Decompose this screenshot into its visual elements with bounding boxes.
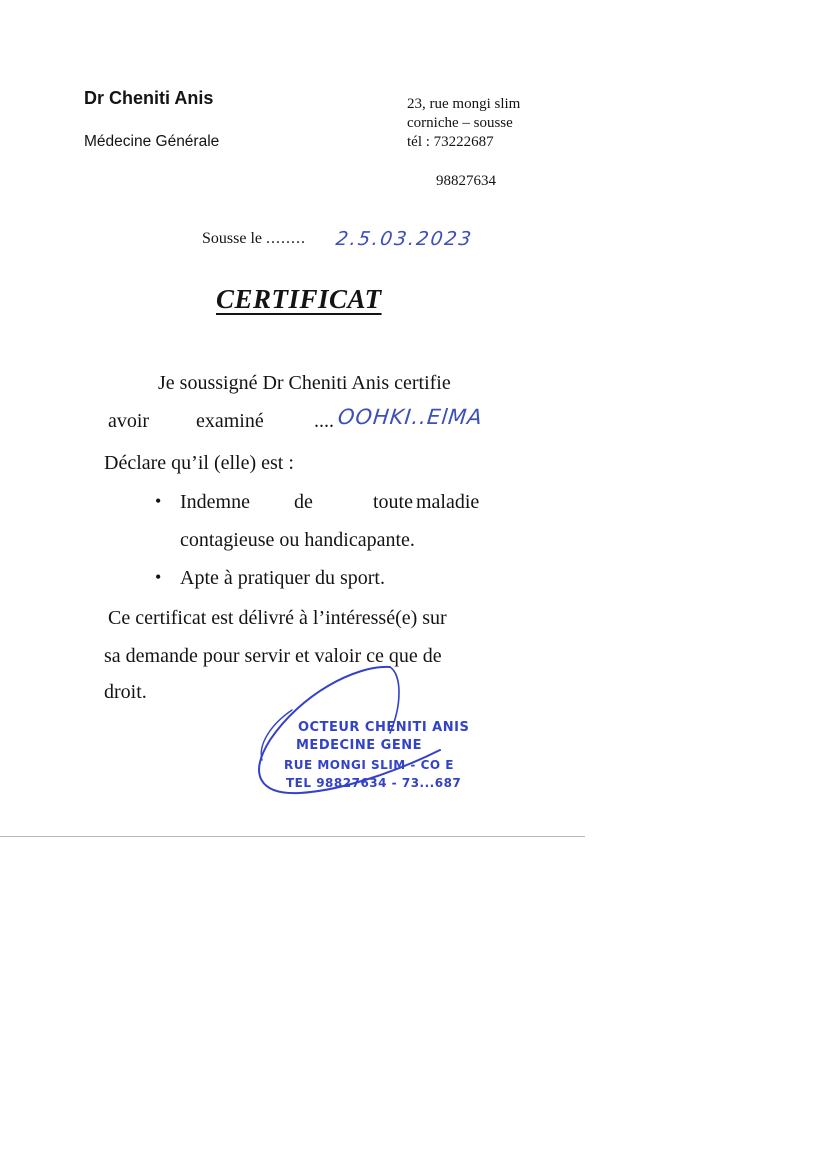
date-dots: ........ (266, 230, 306, 247)
closing-line-1: Ce certificat est délivré à l’intéressé(e) sur (108, 607, 447, 629)
address-line-1: 23, rue mongi slim (407, 96, 521, 112)
handwritten-patient-name: OOHKI..ElMA (336, 405, 485, 429)
bullet-1-word-2: de (294, 491, 313, 513)
bullet-1-word-1: Indemne (180, 491, 250, 513)
stamp-line-1: OCTEUR CHENITI ANIS (298, 720, 470, 735)
bullet-2-icon: • (155, 567, 162, 587)
bullet-1-word-3: toute (373, 491, 413, 513)
word-examine: examiné (196, 410, 264, 432)
doctor-specialty: Médecine Générale (84, 133, 220, 150)
name-dots: .... (314, 410, 334, 432)
closing-line-3: droit. (104, 681, 147, 703)
phone-line-1: tél : 73222687 (407, 134, 494, 150)
date-line (202, 230, 306, 248)
bullet-2-text: Apte à pratiquer du sport. (180, 567, 385, 589)
certificate-title: CERTIFICAT (216, 284, 382, 314)
declaration-line: Déclare qu’il (elle) est : (104, 452, 294, 474)
date-label: Sousse le (202, 230, 266, 247)
bullet-1-icon: • (155, 491, 162, 511)
certify-statement: Je soussigné Dr Cheniti Anis certifie (158, 372, 451, 394)
bullet-1-line-2: contagieuse ou handicapante. (180, 529, 415, 551)
signature-scribble (240, 655, 500, 815)
address-line-2: corniche – sousse (407, 115, 513, 131)
doctor-name: Dr Cheniti Anis (84, 88, 214, 108)
word-avoir: avoir (108, 410, 150, 432)
stamp-line-3: RUE MONGI SLIM - CO E (284, 758, 454, 772)
phone-line-2: 98827634 (436, 173, 496, 189)
stamp-line-2: MEDECINE GENE (296, 738, 422, 753)
closing-line-2: sa demande pour servir et valoir ce que de (104, 645, 442, 667)
bullet-1-word-4: maladie (416, 491, 480, 513)
scan-edge-divider (0, 836, 585, 837)
stamp-line-4: TEL 98827634 - 73...687 (286, 776, 462, 790)
handwritten-date: 2.5.03.2023 (334, 228, 475, 250)
